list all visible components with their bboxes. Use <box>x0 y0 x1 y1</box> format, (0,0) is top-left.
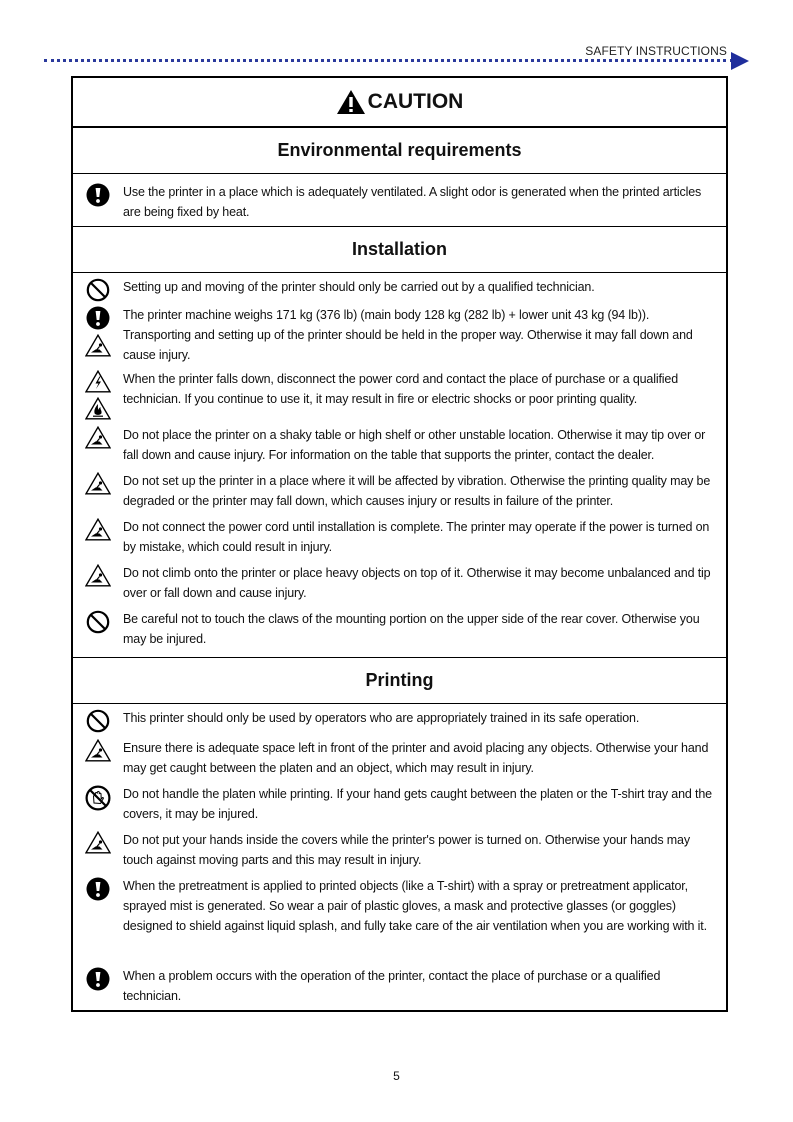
header-dotted-rule <box>44 59 733 62</box>
item-text: When a problem occurs with the operation of the printer, contact the place of purchase or a qualified technician. <box>123 969 661 1003</box>
fire-icon <box>85 397 111 420</box>
caution-triangle-icon <box>85 334 111 357</box>
item-icons <box>73 471 123 495</box>
caution-triangle-icon <box>85 564 111 587</box>
item-icons <box>73 425 123 449</box>
safety-item <box>73 830 726 876</box>
item-text: Do not handle the platen while printing. If your hand gets caught between the platen or the T-shirt tray and the covers, it may be injured. <box>123 787 712 821</box>
item-text: Setting up and moving of the printer should only be carried out by a qualified technician. <box>123 280 595 294</box>
page-number: 5 <box>393 1069 400 1083</box>
section-heading-environment: Environmental requirements <box>73 128 726 174</box>
safety-item <box>73 966 726 1006</box>
header-section-title: SAFETY INSTRUCTIONS <box>585 44 727 58</box>
mandatory-icon <box>86 877 110 901</box>
caution-triangle-icon <box>85 518 111 541</box>
safety-item <box>73 425 726 471</box>
item-text: Do not set up the printer in a place where it will be affected by vibration. Otherwise the printing quality may be degraded or the printer may fall down, which causes injury or results in failure of the printer. <box>123 474 711 508</box>
item-icons <box>73 563 123 587</box>
item-icons <box>73 277 123 302</box>
no-touch-icon <box>85 785 111 811</box>
item-text: Do not place the printer on a shaky table or high shelf or other unstable location. Otherwise it may tip over or fall down and cause injury. For information on the table that supports the printer, contact the dealer. <box>123 428 706 462</box>
prohibited-icon <box>86 278 110 302</box>
item-icons <box>73 517 123 541</box>
caution-triangle-icon <box>85 739 111 762</box>
item-text: The printer machine weighs 171 kg (376 lb) (main body 128 kg (282 lb) + lower unit 43 kg (94 lb)). Transporting and setting up of the printer should be held in the proper way. Otherwise it may fall down and cause injury. <box>123 308 693 362</box>
item-text: Use the printer in a place which is adequately ventilated. A slight odor is generated when the printed articles are being fixed by heat. <box>123 185 702 219</box>
section-heading-installation: Installation <box>73 226 726 273</box>
prohibited-icon <box>86 709 110 733</box>
item-text: Do not climb onto the printer or place heavy objects on top of it. Otherwise it may become unbalanced and tip over or fall down and cause injury. <box>123 566 711 600</box>
header-arrow-icon <box>731 52 749 70</box>
caution-triangle-icon <box>85 472 111 495</box>
item-icons <box>73 305 123 357</box>
item-icons <box>73 876 123 901</box>
item-icons <box>73 830 123 854</box>
mandatory-icon <box>86 306 110 330</box>
safety-item <box>73 305 726 369</box>
item-text: When the pretreatment is applied to printed objects (like a T-shirt) with a spray or pretreatment applicator, sprayed mist is generated. So wear a pair of plastic gloves, a mask and protective glasses (or goggles) designed to shield against liquid splash, and fully take care of the air ventilation when you are working with it. <box>123 879 707 933</box>
item-text: Ensure there is adequate space left in front of the printer and avoid placing any objects. Otherwise your hand may get caught between the platen and an object, which may result in injury. <box>123 741 709 775</box>
warning-triangle-icon <box>336 89 366 115</box>
item-text: Be careful not to touch the claws of the mounting portion on the upper side of the rear cover. Otherwise you may be injured. <box>123 612 700 646</box>
mandatory-icon <box>86 183 110 207</box>
caution-title: CAUTION <box>367 90 464 113</box>
item-icons <box>73 966 123 991</box>
safety-item <box>73 563 726 609</box>
mandatory-icon <box>86 967 110 991</box>
safety-item <box>73 182 726 222</box>
section-heading-printing: Printing <box>73 657 726 704</box>
safety-item <box>73 471 726 517</box>
electric-shock-icon <box>85 370 111 393</box>
caution-box <box>71 76 728 1012</box>
safety-item <box>73 784 726 830</box>
caution-triangle-icon <box>85 426 111 449</box>
item-icons <box>73 708 123 733</box>
item-text: Do not put your hands inside the covers while the printer's power is turned on. Otherwise your hands may touch against moving parts and this may result in injury. <box>123 833 690 867</box>
safety-item <box>73 708 726 738</box>
item-icons <box>73 182 123 207</box>
item-icons <box>73 609 123 634</box>
item-icons <box>73 369 123 420</box>
safety-item <box>73 876 726 966</box>
item-text: Do not connect the power cord until installation is complete. The printer may operate if the power is turned on by mistake, which could result in injury. <box>123 520 710 554</box>
caution-heading <box>73 78 726 128</box>
caution-triangle-icon <box>85 831 111 854</box>
item-text: When the printer falls down, disconnect the power cord and contact the place of purchase or a qualified technician. If you continue to use it, it may result in fire or electric shocks or poor printing quality. <box>123 372 679 406</box>
safety-item <box>73 369 726 425</box>
item-icons <box>73 784 123 811</box>
safety-item <box>73 517 726 563</box>
item-icons <box>73 738 123 762</box>
safety-item <box>73 738 726 784</box>
prohibited-icon <box>86 610 110 634</box>
safety-item <box>73 277 726 305</box>
item-text: This printer should only be used by operators who are appropriately trained in its safe operation. <box>123 711 640 725</box>
safety-item <box>73 609 726 653</box>
